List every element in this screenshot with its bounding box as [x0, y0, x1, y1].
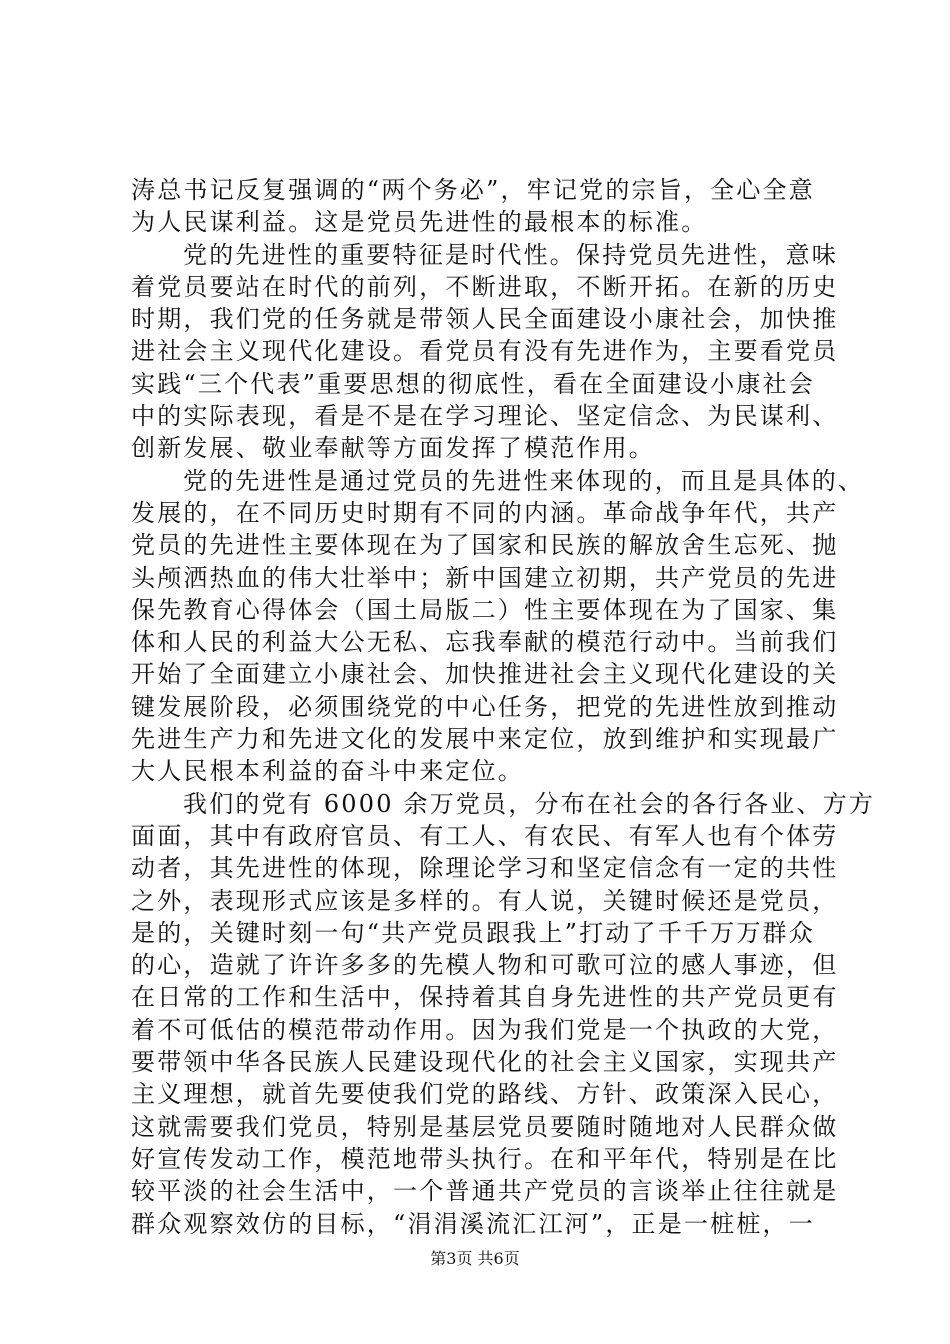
text-line: 体和人民的利益大公无私、忘我奉献的模范行动中。当前我们	[131, 628, 839, 657]
text-line: 创新发展、敬业奉献等方面发挥了模范作用。	[131, 434, 655, 463]
text-line: 开始了全面建立小康社会、加快推进社会主义现代化建设的关	[131, 660, 839, 689]
text-line: 我们的党有 6000 余万党员，分布在社会的各行各业、方方	[183, 789, 876, 818]
text-line: 头颅洒热血的伟大壮举中；新中国建立初期，共产党员的先进	[131, 563, 839, 592]
text-line: 党员的先进性主要体现在为了国家和民族的解放舍生忘死、抛	[131, 531, 839, 560]
page-footer	[0, 1246, 950, 1269]
text-line: 这就需要我们党员，特别是基层党员要随时随地对人民群众做	[131, 1112, 839, 1141]
text-line: 涛总书记反复强调的“两个务必”，牢记党的宗旨，全心全意	[131, 176, 815, 204]
text-line: 党的先进性是通过党员的先进性来体现的，而且是具体的、	[183, 466, 865, 495]
text-line: 进社会主义现代化建设。看党员有没有先进作为，主要看党员	[131, 337, 839, 366]
text-line: 是的，关键时刻一句“共产党员跟我上”打动了千千万万群众	[131, 918, 815, 947]
text-line: 在日常的工作和生活中，保持着其自身先进性的共产党员更有	[131, 983, 839, 1012]
text-line: 键发展阶段，必须围绕党的中心任务，把党的先进性放到推动	[131, 692, 839, 721]
text-line: 先进生产力和先进文化的发展中来定位，放到维护和实现最广	[131, 725, 839, 754]
text-line: 之外，表现形式应该是多样的。有人说，关键时候还是党员，	[131, 886, 839, 915]
text-line: 保先教育心得体会（国土局版二）性主要体现在为了国家、集	[131, 595, 839, 624]
text-line: 发展的，在不同历史时期有不同的内涵。革命战争年代，共产	[131, 498, 839, 527]
paragraph-3	[131, 465, 865, 788]
text-line: 中的实际表现，看是不是在学习理论、坚定信念、为民谋利、	[131, 402, 839, 431]
text-line: 面面，其中有政府官员、有工人、有农民、有军人也有个体劳	[131, 821, 839, 850]
text-line: 好宣传发动工作，模范地带头执行。在和平年代，特别是在比	[131, 1144, 839, 1173]
text-line: 着党员要站在时代的前列，不断进取，不断开拓。在新的历史	[131, 272, 839, 301]
text-line: 着不可低估的模范带动作用。因为我们党是一个执政的大党，	[131, 1015, 839, 1044]
text-line: 较平淡的社会生活中，一个普通共产党员的言谈举止往往就是	[131, 1177, 839, 1206]
page-number: 第3页 共6页	[430, 1249, 520, 1268]
text-line: 党的先进性的重要特征是时代性。保持党员先进性，意味	[183, 240, 838, 269]
paragraph-4	[131, 788, 876, 1240]
paragraph-2	[131, 239, 839, 465]
text-line: 动者，其先进性的体现，除理论学习和坚定信念有一定的共性	[131, 854, 839, 883]
body-text	[131, 174, 876, 1240]
text-line: 主义理想，就首先要使我们党的路线、方针、政策深入民心，	[131, 1080, 839, 1109]
text-line: 群众观察效仿的目标，“涓涓溪流汇江河”，正是一桩桩，一	[131, 1209, 815, 1238]
text-line: 的心，造就了许许多多的先模人物和可歌可泣的感人事迹，但	[131, 951, 839, 980]
paragraph-1	[131, 174, 831, 239]
text-line: 大人民根本利益的奋斗中来定位。	[131, 757, 524, 786]
text-line: 实践“三个代表”重要思想的彻底性，看在全面建设小康社会	[131, 369, 815, 398]
text-line: 时期，我们党的任务就是带领人民全面建设小康社会，加快推	[131, 305, 839, 334]
text-line: 为人民谋利益。这是党员先进性的最根本的标准。	[131, 208, 708, 237]
text-line: 要带领中华各民族人民建设现代化的社会主义国家，实现共产	[131, 1048, 839, 1077]
